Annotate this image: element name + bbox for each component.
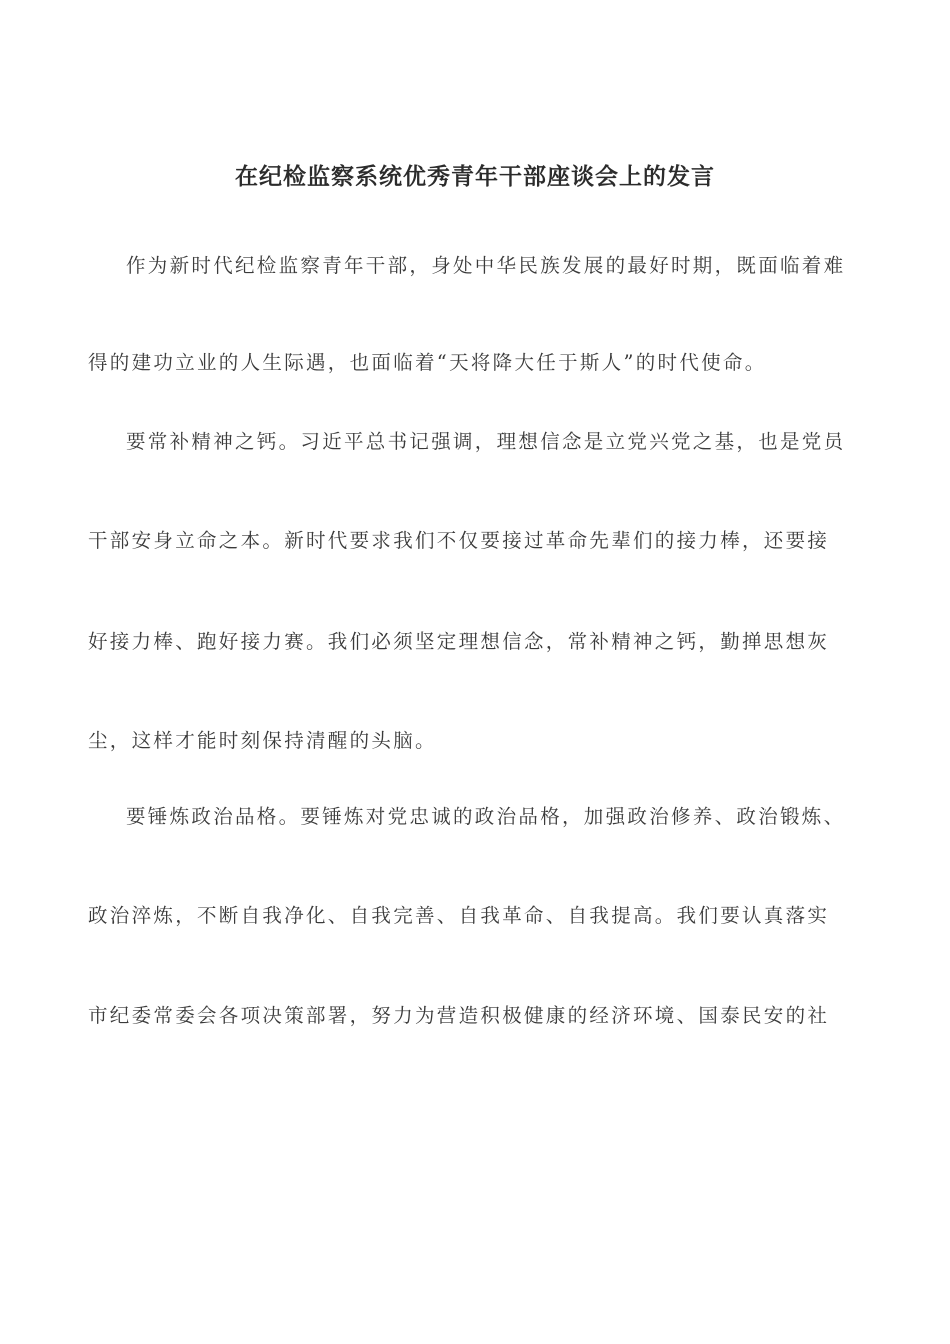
paragraph-2-line-1: 要常补精神之钙。习近平总书记强调，理想信念是立党兴党之基，也是党员 [126, 430, 846, 453]
paragraph-1-line-1: 作为新时代纪检监察青年干部，身处中华民族发展的最好时期，既面临着难 [126, 254, 846, 277]
paragraph-3-line-2: 政治淬炼，不断自我净化、自我完善、自我革命、自我提高。我们要认真落实 [88, 904, 830, 927]
paragraph-2-line-3: 好接力棒、跑好接力赛。我们必须坚定理想信念，常补精神之钙，勤掸思想灰 [88, 630, 830, 653]
paragraph-2-line-2: 干部安身立命之本。新时代要求我们不仅要接过革命先辈们的接力棒，还要接 [88, 529, 830, 552]
paragraph-3-line-1: 要锤炼政治品格。要锤炼对党忠诚的政治品格，加强政治修养、政治锻炼、 [126, 805, 846, 828]
document-title: 在纪检监察系统优秀青年干部座谈会上的发言 [235, 163, 715, 190]
paragraph-2-line-4: 尘，这样才能时刻保持清醒的头脑。 [88, 729, 437, 752]
paragraph-3-line-3: 市纪委常委会各项决策部署，努力为营造积极健康的经济环境、国泰民安的社 [88, 1004, 830, 1027]
paragraph-1-line-2: 得的建功立业的人生际遇，也面临着“天将降大任于斯人”的时代使命。 [88, 351, 767, 374]
